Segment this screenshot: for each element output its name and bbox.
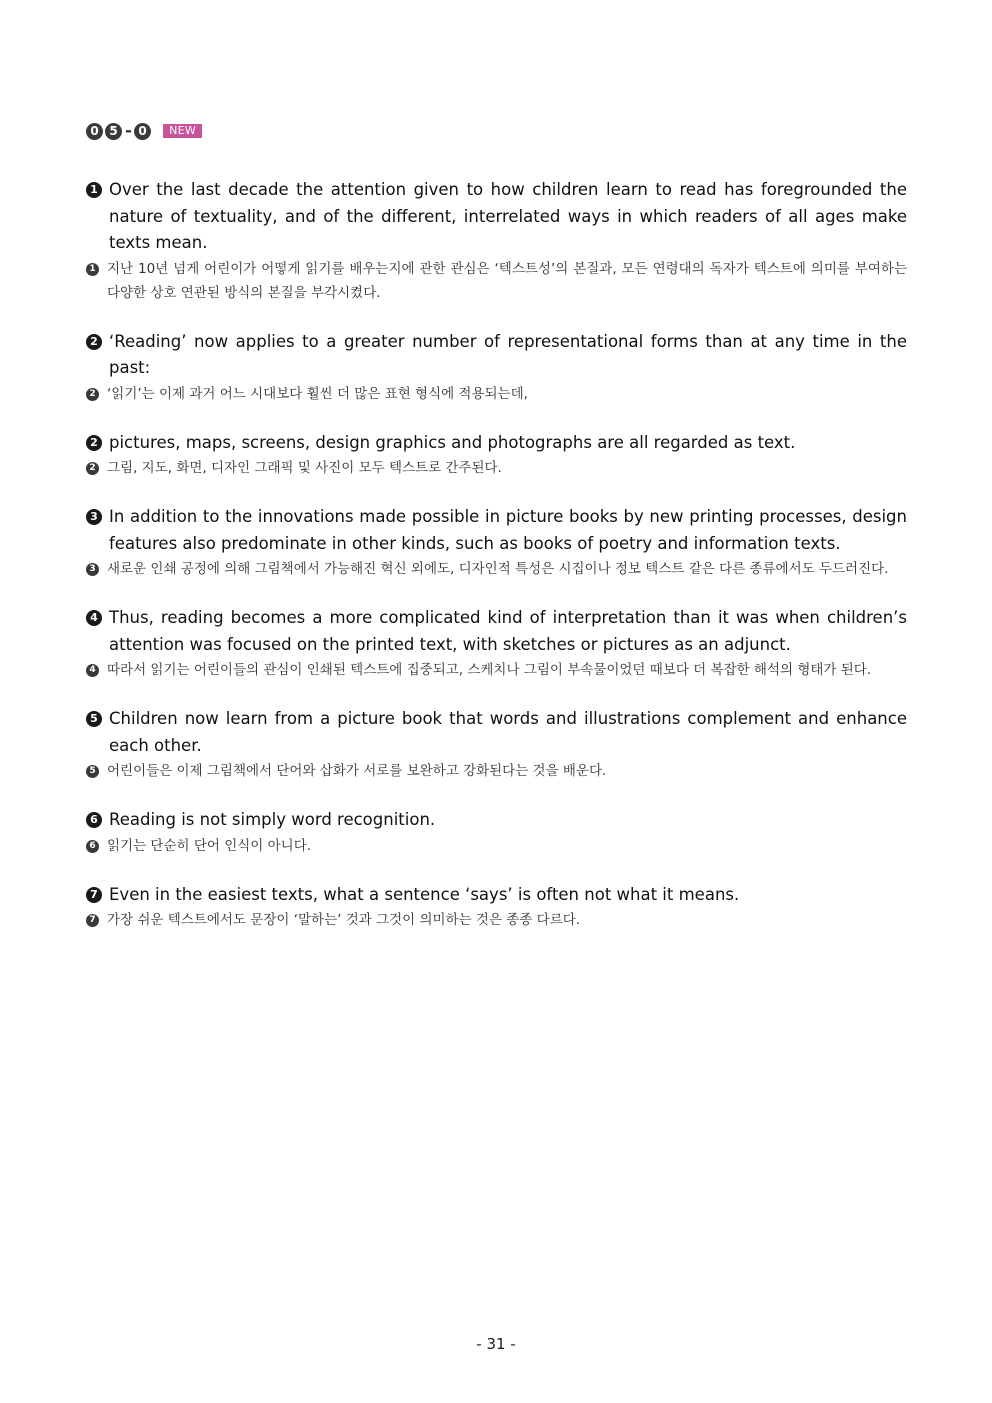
number-marker: 2 <box>86 388 99 401</box>
number-marker: 2 <box>86 435 102 451</box>
sentence-item <box>86 430 907 481</box>
english-text: Reading is not simply word recognition. <box>109 810 436 829</box>
english-text: pictures, maps, screens, design graphics and photographs are all regarded as text. <box>109 432 796 452</box>
number-marker: 1 <box>86 263 99 276</box>
new-badge: NEW <box>163 124 202 138</box>
number-marker: 6 <box>86 812 102 828</box>
sentence-item <box>86 706 907 783</box>
korean-translation <box>86 382 907 406</box>
number-marker: 7 <box>86 887 102 903</box>
korean-text: 지난 10년 넘게 어린이가 어떻게 읽기를 배우는지에 관한 관심은 ‘텍스트성’의 본질과, 모든 연령대의 독자가 텍스트에 의미를 부여하는 다양한 상호 연관된 방식의 본질을 부각시켰다. <box>107 260 907 301</box>
code-digit-3: 0 <box>134 123 151 140</box>
english-sentence <box>86 706 907 759</box>
sentence-item <box>86 882 907 933</box>
english-sentence <box>86 504 907 557</box>
english-sentence <box>86 807 907 834</box>
korean-translation <box>86 759 907 783</box>
code-dash: - <box>125 120 133 141</box>
sentence-item <box>86 807 907 858</box>
sentence-item <box>86 504 907 581</box>
korean-translation <box>86 908 907 932</box>
english-text: Thus, reading becomes a more complicated kind of interpretation than it was when children’s attention was focused on the printed text, with sketches or pictures as an adjunct. <box>109 608 907 654</box>
korean-text: 새로운 인쇄 공정에 의해 그림책에서 가능해진 혁신 외에도, 디자인적 특성은 시집이나 정보 텍스트 같은 다른 종류에서도 두드러진다. <box>107 561 889 577</box>
number-marker: 3 <box>86 563 99 576</box>
number-marker: 4 <box>86 664 99 677</box>
korean-translation <box>86 658 907 682</box>
sentence-item <box>86 329 907 406</box>
english-sentence <box>86 882 907 909</box>
english-text: Children now learn from a picture book that words and illustrations complement and enhance each other. <box>109 709 907 755</box>
korean-translation <box>86 257 907 305</box>
korean-text: 어린이들은 이제 그림책에서 단어와 삽화가 서로를 보완하고 강화된다는 것을 배운다. <box>107 763 607 779</box>
english-sentence <box>86 177 907 257</box>
sentence-item <box>86 605 907 682</box>
sentence-list <box>86 177 907 956</box>
english-sentence <box>86 329 907 382</box>
korean-text: 그림, 지도, 화면, 디자인 그래픽 및 사진이 모두 텍스트로 간주된다. <box>107 460 502 476</box>
korean-text: 따라서 읽기는 어린이들의 관심이 인쇄된 텍스트에 집중되고, 스케치나 그림이 부속물이었던 때보다 더 복잡한 해석의 형태가 된다. <box>107 662 872 678</box>
korean-translation <box>86 456 907 480</box>
number-marker: 6 <box>86 840 99 853</box>
question-code-header <box>86 120 202 142</box>
code-digit-2: 5 <box>105 123 122 140</box>
number-marker: 5 <box>86 711 102 727</box>
code-digit-1: 0 <box>86 123 103 140</box>
english-text: ‘Reading’ now applies to a greater number of representational forms than at any time in the past: <box>109 331 907 377</box>
number-marker: 4 <box>86 610 102 626</box>
english-text: In addition to the innovations made possible in picture books by new printing processes, design features also predominate in other kinds, such as books of poetry and information texts. <box>109 507 907 553</box>
page-number: - 31 - <box>476 1335 516 1353</box>
number-marker: 3 <box>86 509 102 525</box>
number-marker: 5 <box>86 765 99 778</box>
korean-translation <box>86 557 907 581</box>
english-text: Even in the easiest texts, what a sentence ‘says’ is often not what it means. <box>109 884 740 904</box>
korean-text: ‘읽기’는 이제 과거 어느 시대보다 훨씬 더 많은 표현 형식에 적용되는데, <box>107 385 528 402</box>
number-marker: 7 <box>86 914 99 927</box>
number-marker: 2 <box>86 462 99 475</box>
number-marker: 2 <box>86 334 102 350</box>
english-sentence <box>86 605 907 658</box>
number-marker: 1 <box>86 182 102 198</box>
english-text: Over the last decade the attention given to how children learn to read has foregrounded the nature of textuality, and of the different, interrelated ways in which readers of all ages make texts mean. <box>109 180 907 252</box>
korean-text: 읽기는 단순히 단어 인식이 아니다. <box>107 837 312 854</box>
korean-translation <box>86 834 907 858</box>
english-sentence <box>86 430 907 457</box>
korean-text: 가장 쉬운 텍스트에서도 문장이 ‘말하는’ 것과 그것이 의미하는 것은 종종 다르다. <box>107 912 581 928</box>
sentence-item <box>86 177 907 305</box>
